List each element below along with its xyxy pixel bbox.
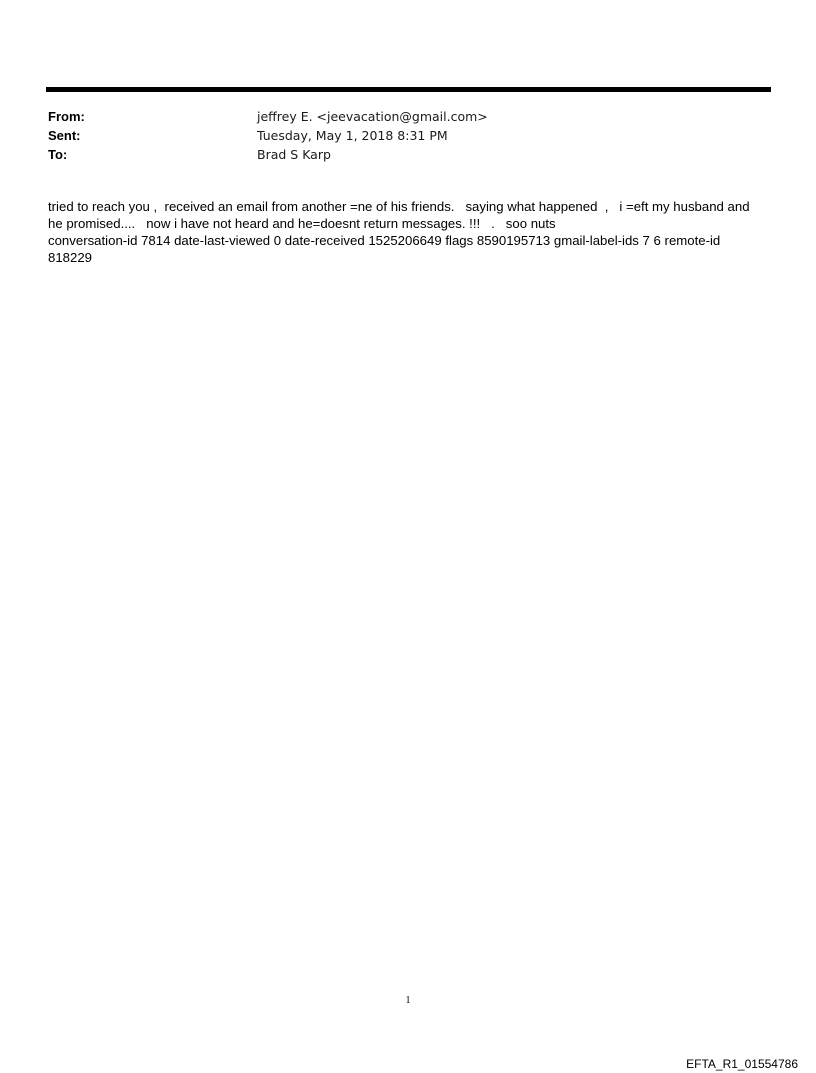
header-divider: [46, 87, 771, 92]
body-line-2: he promised.... now i have not heard and he=doesnt return messages. !!! . soo nuts: [48, 216, 556, 231]
email-header: [48, 107, 768, 164]
email-body: [48, 198, 778, 266]
body-line-3: conversation-id 7814 date-last-viewed 0 date-received 1525206649 flags 8590195713 gmail-label-ids 7 6 remote-id: [48, 233, 721, 248]
sent-label: Sent:: [48, 128, 81, 143]
sent-row: [48, 126, 768, 145]
sent-value: Tuesday, May 1, 2018 8:31 PM: [257, 128, 448, 143]
to-label: To:: [48, 147, 68, 162]
from-value: jeffrey E. <jeevacation@gmail.com>: [257, 109, 488, 124]
from-row: [48, 107, 768, 126]
document-id: EFTA_R1_01554786: [686, 1057, 798, 1071]
body-line-1: tried to reach you , received an email from another =ne of his friends. saying what happened , i =eft my husband and: [48, 199, 750, 214]
from-label: From:: [48, 109, 85, 124]
to-value: Brad S Karp: [257, 147, 331, 162]
page-number: 1: [405, 995, 411, 1006]
to-row: [48, 145, 768, 164]
body-line-4: 818229: [48, 250, 93, 265]
